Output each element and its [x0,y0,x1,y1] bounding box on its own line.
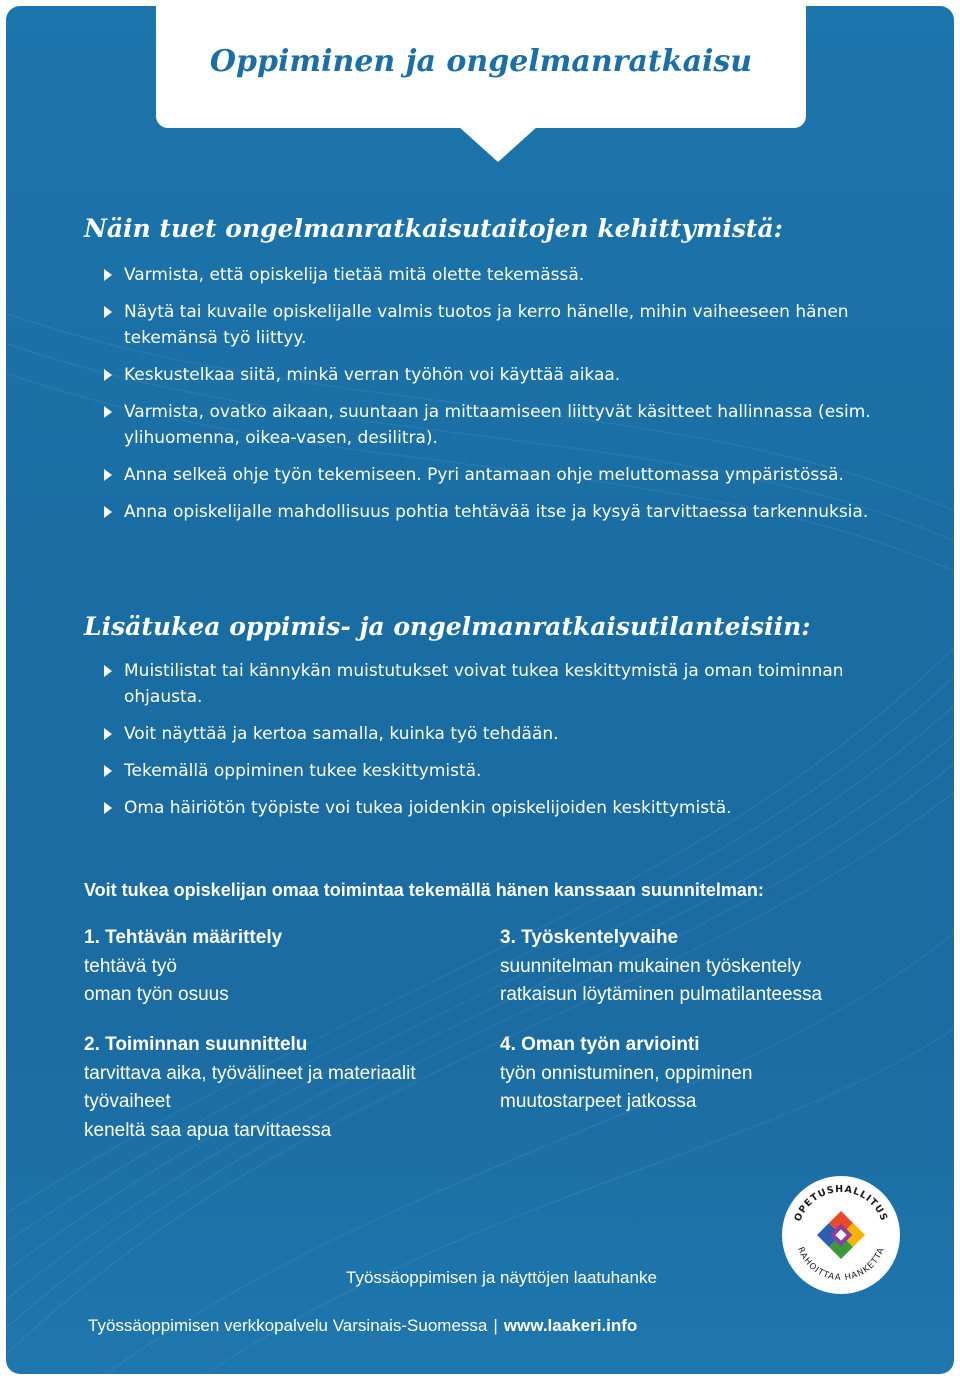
title-panel [156,6,806,128]
section2-list [104,658,904,832]
bullet-triangle-icon [104,406,112,418]
page-title: Oppiminen ja ongelmanratkaisu [209,44,753,79]
step-title: 4. Oman työn arviointi [500,1034,700,1055]
poster [6,6,954,1374]
bullet-triangle-icon [104,728,112,740]
bullet-triangle-icon [104,306,112,318]
list-item: Voit näyttää ja kertoa samalla, kuinka työ tehdään. [104,721,904,747]
step-title: 1. Tehtävän määrittely [84,927,283,948]
bullet-triangle-icon [104,269,112,281]
list-item: Varmista, ovatko aikaan, suuntaan ja mittaamiseen liittyvät käsitteet hallinnassa (esim. ylihuomenna, oikea-vasen, desilitra). [104,399,904,451]
list-item: Muistilistat tai kännykän muistutukset voivat tukea keskittymistä ja oman toiminnan ohjausta. [104,658,904,710]
section2-heading: Lisätukea oppimis- ja ongelmanratkaisutilanteisiin: [84,612,811,641]
list-item: Anna opiskelijalle mahdollisuus pohtia tehtävää itse ja kysyä tarvittaessa tarkennuksia. [104,499,904,525]
bullet-triangle-icon [104,469,112,481]
list-item: Näytä tai kuvaile opiskelijalle valmis tuotos ja kerro hänelle, mihin vaiheeseen hänen tekemänsä työ liittyy. [104,299,904,351]
section1-list [104,262,904,536]
bullet-triangle-icon [104,665,112,677]
step-title: 3. Työskentelyvaihe [500,927,679,948]
plan-step-1 [84,924,282,1010]
step-line: tarvittava aika, työvälineet ja materiaalit [84,1062,416,1084]
badge-top-text: OPETUSHALLITUS [792,1183,890,1224]
step-line: työvaiheet [84,1091,171,1112]
separator: | [493,1316,498,1335]
step-line: suunnitelman mukainen työskentely [500,955,802,977]
step-title: 2. Toiminnan suunnittelu [84,1034,308,1055]
list-item: Anna selkeä ohje työn tekemiseen. Pyri antamaan ohje meluttomassa ympäristössä. [104,462,904,488]
plan-step-4 [500,1031,752,1117]
website-link[interactable]: www.laakeri.info [503,1316,638,1335]
opetushallitus-badge-icon [780,1174,902,1296]
bullet-triangle-icon [104,506,112,518]
list-item: Tekemällä oppiminen tukee keskittymistä. [104,758,904,784]
step-line: tehtävä työ [84,955,177,977]
service-name: Työssäoppimisen verkkopalvelu Varsinais-Suomessa [88,1316,488,1335]
bullet-triangle-icon [104,802,112,814]
step-line: ratkaisun löytäminen pulmatilanteessa [500,984,823,1005]
step-line: muutostarpeet jatkossa [500,1091,697,1112]
plan-step-3 [500,924,822,1010]
list-item: Keskustelkaa siitä, minkä verran työhön voi käyttää aikaa. [104,362,904,388]
bullet-triangle-icon [104,765,112,777]
step-line: keneltä saa apua tarvittaessa [84,1119,332,1141]
section1-heading: Näin tuet ongelmanratkaisutaitojen kehittymistä: [84,214,783,243]
plan-title: Voit tukea opiskelijan omaa toimintaa tekemällä hänen kanssaan suunnitelman: [84,880,764,900]
plan-step-2 [84,1031,416,1145]
list-item: Varmista, että opiskelija tietää mitä olette tekemässä. [104,262,904,288]
step-line: oman työn osuus [84,984,229,1005]
badge-bottom-text: RAHOITTAA HANKETTA [795,1245,887,1284]
bullet-triangle-icon [104,369,112,381]
title-pointer [458,126,538,162]
project-name: Työssäoppimisen ja näyttöjen laatuhanke [346,1268,657,1287]
footer-line [88,1316,637,1336]
list-item: Oma häiriötön työpiste voi tukea joidenkin opiskelijoiden keskittymistä. [104,795,904,821]
step-line: työn onnistuminen, oppiminen [500,1062,753,1084]
